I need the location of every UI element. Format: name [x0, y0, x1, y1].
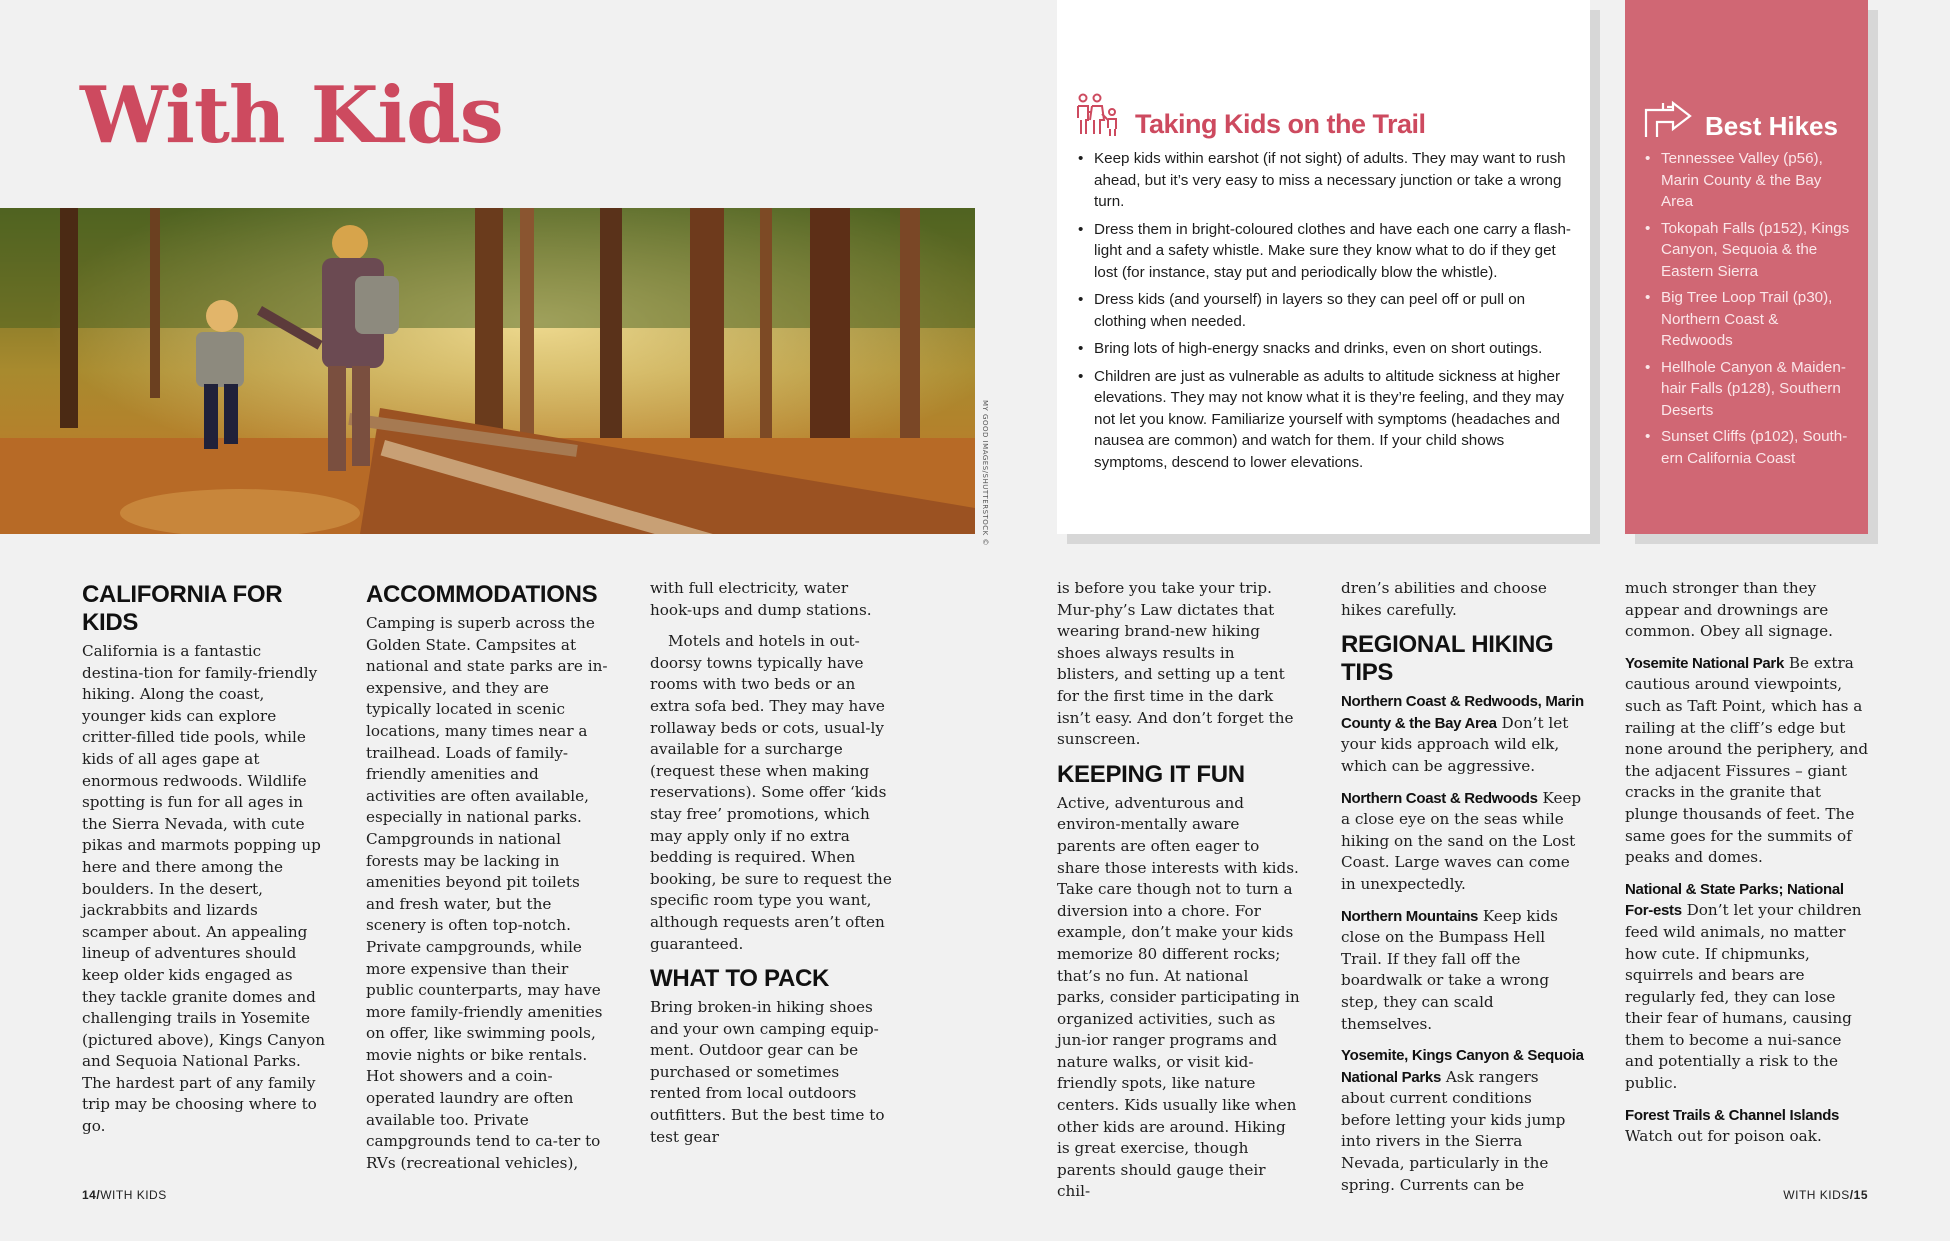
folio-separator: /	[96, 1188, 101, 1202]
body-paragraph: California is a fantastic destina-tion for family-friendly hiking. Along the coast, younger kids can explore critter-filled tide pools, while kids of all ages gape at enormous redwoods. Wildlife spotting is fun for all ages in the Sierra Nevada, with cute pikas and marmots popping up here and there among the boulders. In the desert, jackrabbits and lizards scamper about. An appealing lineup of adventures should keep older kids engaged as they tackle granite domes and challenging trails in Yosemite (pictured above), Kings Canyon and Sequoia National Parks. The hardest part of any family trip may be choosing where to go.	[82, 642, 326, 1136]
tip-text: Keep a close eye on the seas while hiking on the sand on the Lost Coast. Large waves can come in unexpectedly.	[1341, 788, 1582, 893]
hikes-box-title: Best Hikes	[1705, 110, 1838, 141]
tip-text: Don’t let your kids approach wild elk, which can be aggressive.	[1341, 713, 1569, 775]
column-4	[1057, 578, 1301, 1213]
body-paragraph: with full electricity, water hook-ups and dump stations.	[650, 579, 872, 619]
list-item: • Big Tree Loop Trail (p30), Northern Coast & Redwoods	[1643, 287, 1850, 352]
tip-region: National & State Parks; National For-ests	[1625, 880, 1844, 920]
running-head: WITH KIDS	[100, 1188, 167, 1202]
photo-credit: MY GOOD IMAGES/SHUTTERSTOCK ©	[981, 400, 989, 546]
column-1	[82, 578, 326, 1148]
tip-region: Yosemite National Park	[1625, 654, 1785, 672]
tip-paragraph	[1341, 788, 1585, 896]
folio-right	[1783, 1188, 1868, 1202]
running-head: WITH KIDS	[1783, 1188, 1850, 1202]
signpost-icon	[1643, 100, 1693, 142]
list-item: • Hellhole Canyon & Maiden-hair Falls (p128), Southern Deserts	[1643, 357, 1850, 422]
tip-paragraph	[1341, 906, 1585, 1036]
page-title: With Kids	[80, 70, 503, 161]
folio-left	[82, 1188, 167, 1202]
best-hikes-box	[1625, 0, 1868, 534]
column-2	[366, 578, 610, 1184]
best-hikes-list	[1643, 148, 1850, 469]
body-paragraph: Active, adventurous and environ-mentally aware parents are often eager to share those interests with kids. Take care though not to turn a diversion into a chore. For example, don’t make your kids memorize 80 different rocks; that’s no fun. At national parks, consider participating in organized activities, such as jun-ior ranger programs and nature walks, or visit kid-friendly spots, like nature centers. Kids usually like when other kids are around. Hiking is great exercise, though parents should gauge their chil-	[1057, 793, 1300, 1201]
family-icon	[1075, 92, 1123, 142]
list-item: • Tokopah Falls (p152), Kings Canyon, Sequoia & the Eastern Sierra	[1643, 218, 1850, 283]
section-heading-regional-hiking-tips: REGIONAL HIKING TIPS	[1341, 631, 1554, 687]
body-paragraph: dren’s abilities and choose hikes carefully.	[1341, 579, 1547, 619]
tip-paragraph	[1625, 1105, 1869, 1148]
tip-paragraph	[1341, 691, 1585, 777]
tip-text: Be extra cautious around viewpoints, such as Taft Point, which has a railing at the cliff’s edge but none around the periphery, and the adjacent Fissures – giant cracks in the granite that plunge thousands of feet. The same goes for the summits of peaks and domes.	[1625, 653, 1869, 867]
tip-paragraph	[1625, 879, 1869, 1095]
tip-paragraph	[1625, 653, 1869, 869]
forest-photo-illustration	[0, 208, 975, 534]
list-item: • Tennessee Valley (p56), Marin County & the Bay Area	[1643, 148, 1850, 213]
tip-region: Northern Coast & Redwoods	[1341, 789, 1538, 807]
body-paragraph: Motels and hotels in out-doorsy towns typically have rooms with two beds or an extra sofa bed. They may have rollaway beds or cots, usual-ly available for a surcharge (request these when making reservations). Some offer ‘kids stay free’ promotions, which may apply only if no extra bedding is required. When booking, be sure to request the specific room type you want, although requests aren’t often guaranteed.	[650, 632, 892, 953]
tip-region: Northern Mountains	[1341, 907, 1479, 925]
column-6	[1625, 578, 1869, 1158]
tip-region: Northern Coast & Redwoods, Marin County & the Bay Area	[1341, 693, 1584, 732]
trail-box-title: Taking Kids on the Trail	[1135, 108, 1426, 139]
page-number: 15	[1853, 1188, 1868, 1202]
tip-text: Don’t let your children feed wild animals, no matter how cute. If chipmunks, squirrels and bears are regularly fed, they can lose their fear of humans, causing them to become a nui-sance and potentially a risk to the public.	[1625, 901, 1862, 1093]
list-item: • Dress kids (and yourself) in layers so they can peel off or pull on clothing when needed.	[1075, 289, 1572, 332]
list-item: • Sunset Cliffs (p102), South-ern California Coast	[1643, 426, 1850, 469]
list-item: • Dress them in bright-coloured clothes and have each one carry a flash-light and a safety whistle. Make sure they know what to do if they get lost (for instance, stay put and periodically blow the whistle).	[1075, 219, 1572, 284]
tip-text: Ask rangers about current conditions before letting your kids jump into rivers in the Sierra Nevada, particularly in the spring. Currents can be	[1341, 1067, 1566, 1194]
column-3	[650, 578, 894, 1158]
taking-kids-trail-box	[1057, 0, 1590, 534]
tip-region: Forest Trails & Channel Islands	[1625, 1106, 1840, 1124]
hero-photo	[0, 208, 975, 534]
tip-text: Watch out for poison oak.	[1625, 1127, 1822, 1146]
tip-paragraph	[1341, 1045, 1585, 1196]
section-heading-accommodations: ACCOMMODATIONS	[366, 581, 598, 608]
list-item: • Bring lots of high-energy snacks and drinks, even on short outings.	[1075, 338, 1572, 360]
body-paragraph: much stronger than they appear and drownings are common. Obey all signage.	[1625, 579, 1833, 641]
trail-tips-list	[1075, 148, 1572, 473]
tip-region: Yosemite, Kings Canyon & Sequoia National Parks	[1341, 1047, 1584, 1086]
section-heading-california-for-kids: CALIFORNIA FOR KIDS	[82, 581, 283, 636]
body-paragraph: is before you take your trip. Mur-phy’s Law dictates that wearing brand-new hiking shoes always results in blisters, and setting up a tent for the first time in the dark isn’t easy. And don’t forget the sunscreen.	[1057, 579, 1294, 749]
folio-separator: /	[1849, 1188, 1854, 1202]
list-item: • Keep kids within earshot (if not sight) of adults. They may want to rush ahead, but it’s very easy to miss a necessary junction or take a wrong turn.	[1075, 148, 1572, 213]
section-heading-keeping-it-fun: KEEPING IT FUN	[1057, 760, 1245, 788]
list-item: • Children are just as vulnerable as adults to altitude sickness at higher elevations. They may not know what it is they’re feeling, and they may not let you know. Familiarize yourself with symptoms (headaches and nausea are common) and watch for them. If your child shows symptoms, descend to lower elevations.	[1075, 366, 1572, 474]
section-heading-what-to-pack: WHAT TO PACK	[650, 965, 830, 993]
body-paragraph: Bring broken-in hiking shoes and your own camping equip-ment. Outdoor gear can be purchased or sometimes rented from local outdoors outfitters. But the best time to test gear	[650, 998, 885, 1146]
body-paragraph: Camping is superb across the Golden State. Campsites at national and state parks are in-expensive, and they are typically located in scenic locations, many times near a trailhead. Loads of family-friendly amenities and activities are often available, especially in national parks. Campgrounds in national forests may be lacking in amenities beyond pit toilets and fresh water, but the scenery is often top-notch. Private campgrounds, while more expensive than their public counterparts, may have more family-friendly amenities on offer, like swimming pools, movie nights or bike rentals. Hot showers and a coin-operated laundry are often available too. Private campgrounds tend to ca-ter to RVs (recreational vehicles),	[366, 614, 608, 1172]
column-5	[1341, 578, 1585, 1206]
page-number: 14	[82, 1188, 97, 1202]
tip-text: Keep kids close on the Bumpass Hell Trail. If they fall off the boardwalk or take a wrong step, they can scald themselves.	[1341, 906, 1558, 1033]
